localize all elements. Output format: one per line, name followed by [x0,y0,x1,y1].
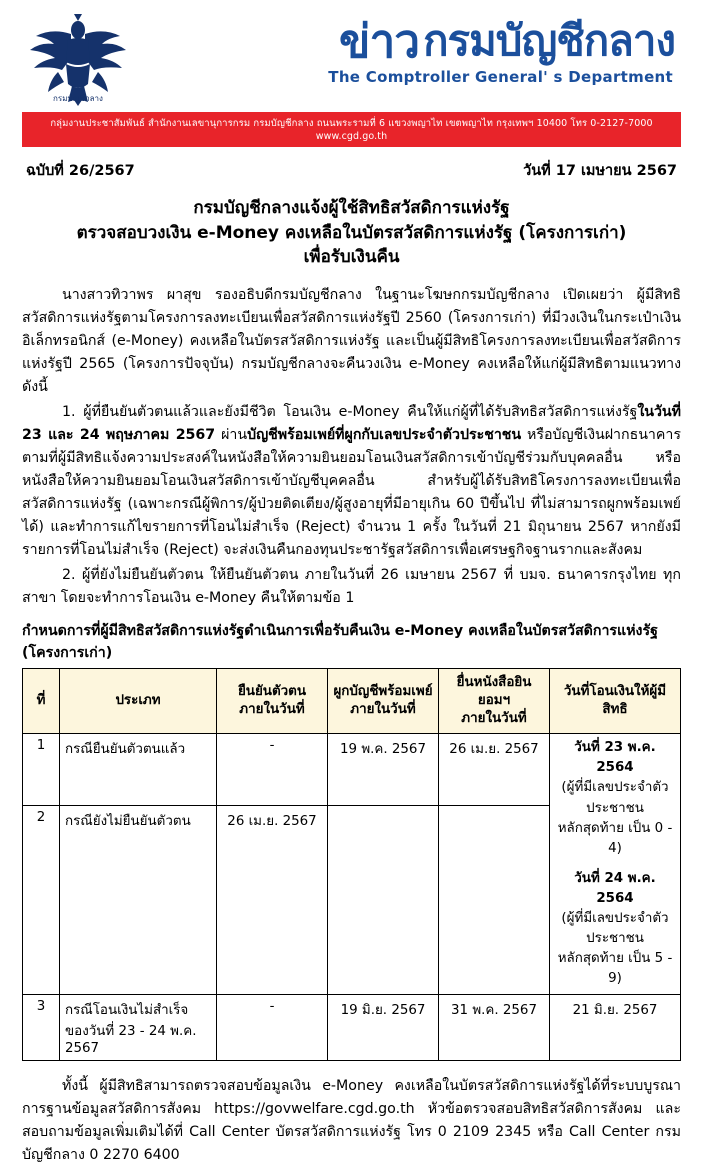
col-header-type: ประเภท [60,668,217,733]
transfer-note-1a: (ผู้ที่มีเลขประจำตัวประชาชน [561,780,669,816]
paragraph-3: 2. ผู้ที่ยังไม่ยืนยันตัวตน ให้ยืนยันตัวตน ภายในวันที่ 26 เมษายน 2567 ที่ บมจ. ธนาคารกรุงไทย ทุกสาขา โดยจะทำการโอนเงิน e-Money คืนให้ตามข้อ 1 [22,566,681,606]
paragraph-2-via: ผ่าน [215,426,248,443]
masthead [22,0,681,110]
table-row [23,994,681,1060]
emblem-caption: กรมบัญชีกลาง [53,94,103,103]
cell-letter-3: 31 พ.ค. 2567 [439,994,550,1060]
paragraph-2 [22,401,681,562]
cell-no-2: 2 [23,805,60,994]
brand-org-name: กรมบัญชีกลาง [423,16,675,65]
cell-transfer-merged [550,734,681,994]
title-line-3: เพื่อรับเงินคืน [303,247,400,268]
cell-letter-2 [439,805,550,994]
cell-type-3: กรณีโอนเงินไม่สำเร็จ ของวันที่ 23 - 24 พ.ค. 2567 [60,994,217,1060]
col-header-promptpay-line1: ผูกบัญชีพร้อมเพย์ [333,683,433,699]
col-header-no: ที่ [23,668,60,733]
cell-no-1: 1 [23,734,60,805]
cell-confirm-3: - [217,994,328,1060]
brand-english-name: The Comptroller General' s Department [328,68,673,86]
paragraph-2-promptpay: บัญชีพร้อมเพย์ [247,426,336,443]
paragraph-1: นางสาวทิวาพร ผาสุข รองอธิบดีกรมบัญชีกลาง ในฐานะโฆษกกรมบัญชีกลาง เปิดเผยว่า ผู้มีสิทธิสวัสดิการแห่งรัฐตามโครงการลงทะเบียนเพื่อสวัสดิการแห่งรัฐปี 2560 (โครงการเก่า) ที่มีวงเงินในกระเป๋าเงินอิเล็กทรอนิกส์ (e-Money) คงเหลือในบัตรสวัสดิการแห่งรัฐ และเป็นผู้มีสิทธิโครงการลงทะเบียนเพื่อสวัสดิการแห่งรัฐปี 2565 (โครงการปัจจุบัน) กรมบัญชีกลางจะคืนวงเงิน e-Money คงเหลือให้แก่ผู้มีสิทธิตามแนวทาง ดังนี้ [22,286,681,395]
table-caption: กำหนดการที่ผู้มีสิทธิสวัสดิการแห่งรัฐดำเนินการเพื่อรับคืนเงิน e-Money คงเหลือในบัตรสวัสดิการแห่งรัฐ (โครงการเก่า) [22,622,658,661]
issue-date-row [22,147,681,182]
col-header-promptpay-line2: ภายในวันที่ [350,702,416,718]
col-header-confirm-line2: ภายในวันที่ [239,702,305,718]
page-title [22,196,681,270]
issue-number: ฉบับที่ 26/2567 [26,163,135,179]
article-body [22,284,681,610]
title-line-2: ตรวจสอบวงเงิน e-Money คงเหลือในบัตรสวัสดิการแห่งรัฐ (โครงการเก่า) [76,222,627,243]
paragraph-2-part-a: 1. ผู้ที่ยืนยันตัวตนแล้วและยังมีชีวิต โอนเงิน e-Money คืนให้แก่ผู้ที่ได้รับสิทธิสวัสดิการแห่งรัฐ [62,403,638,420]
cell-transfer-3: 21 มิ.ย. 2567 [550,994,681,1060]
transfer-note-2a: (ผู้ที่มีเลขประจำตัวประชาชน [561,911,669,947]
col-header-transfer: วันที่โอนเงินให้ผู้มีสิทธิ [550,668,681,733]
table-body [23,734,681,1060]
cell-type-1: กรณียืนยันตัวตนแล้ว [60,734,217,805]
cell-letter-1: 26 เม.ย. 2567 [439,734,550,805]
cell-promptpay-1: 19 พ.ค. 2567 [328,734,439,805]
cell-promptpay-3: 19 มิ.ย. 2567 [328,994,439,1060]
cell-confirm-2: 26 เม.ย. 2567 [217,805,328,994]
col-header-confirm [217,668,328,733]
brand-news-word: ข่าว [339,14,420,68]
col-header-letter-line2: ภายในวันที่ [461,711,527,727]
title-line-1: กรมบัญชีกลางแจ้งผู้ใช้สิทธิสวัสดิการแห่งรัฐ [193,198,510,218]
paragraph-2-transfer-dates: ในวันที่ 23 และ 24 พฤษภาคม 2567 [22,403,681,443]
address-bar: กลุ่มงานประชาสัมพันธ์ สำนักงานเลขานุการกรม กรมบัญชีกลาง ถนนพระรามที่ 6 แขวงพญาไท เขตพญาไท กรุงเทพฯ 10400 โทร 0-2127-7000 www.cgd.go.th [22,112,681,147]
transfer-date-1: วันที่ 23 พ.ค. 2564 [574,740,656,776]
paragraph-2-citizenid: ที่ผูกกับเลขประจำตัวประชาชน [335,426,522,443]
cell-no-3: 3 [23,994,60,1060]
col-header-letter-line1: ยื่นหนังสือยินยอมฯ [456,674,532,709]
table-row [23,734,681,805]
cell-promptpay-2 [328,805,439,994]
table-header-row [23,668,681,733]
col-header-promptpay [328,668,439,733]
garuda-emblem-icon [22,14,134,106]
transfer-note-2b: หลักสุดท้าย เป็น 5 - 9) [557,951,673,987]
schedule-table [22,668,681,1061]
paragraph-2-part-c: หรือบัญชีเงินฝากธนาคารตามที่ผู้มีสิทธิแจ้งความประสงค์ในหนังสือให้ความยินยอมโอนเงินสวัสดิการเข้าบัญชีร่วมกับบุคคลอื่น หรือหนังสือให้ความยินยอมโอนเงินสวัสดิการเข้าบัญชีบุคคลอื่น สำหรับผู้ได้รับสิทธิโครงการลงทะเบียนเพื่อสวัสดิการแห่งรัฐ (เฉพาะกรณีผู้พิการ/ผู้ป่วยติดเตียง/ผู้สูงอายุที่มีอายุเกิน 60 ปีขึ้นไป ที่ไม่สามารถผูกพร้อมเพย์ได้) และทำการแก้ไขรายการที่โอนไม่สำเร็จ (Reject) จำนวน 1 ครั้ง ในวันที่ 21 มิถุนายน 2567 หากยังมีรายการที่โอนไม่สำเร็จ (Reject) จะส่งเงินคืนกองทุนประชารัฐสวัสดิการเพื่อเศรษฐกิจฐานรากและสังคม [22,426,681,558]
cell-confirm-1: - [217,734,328,805]
col-header-letter [439,668,550,733]
publish-date: วันที่ 17 เมษายน 2567 [523,163,677,179]
col-header-confirm-line1: ยืนยันตัวตน [237,683,307,699]
transfer-note-1b: หลักสุดท้าย เป็น 0 - 4) [557,820,673,856]
cell-type-2: กรณียังไม่ยืนยันตัวตน [60,805,217,994]
transfer-date-2: วันที่ 24 พ.ค. 2564 [574,870,656,906]
footer-paragraph: ทั้งนี้ ผู้มีสิทธิสามารถตรวจสอบข้อมูลเงิน e-Money คงเหลือในบัตรสวัสดิการแห่งรัฐได้ที่ระบบบูรณาการฐานข้อมูลสวัสดิการสังคม https://govwelfare.cgd.go.th หัวข้อตรวจสอบสิทธิสวัสดิการสังคม และสอบถามข้อมูลเพิ่มเติมได้ที่ Call Center บัตรสวัสดิการแห่งรัฐ โทร 0 2109 2345 หรือ Call Center กรมบัญชีกลาง 0 2270 6400 [22,1077,681,1163]
brand-block [134,14,681,86]
